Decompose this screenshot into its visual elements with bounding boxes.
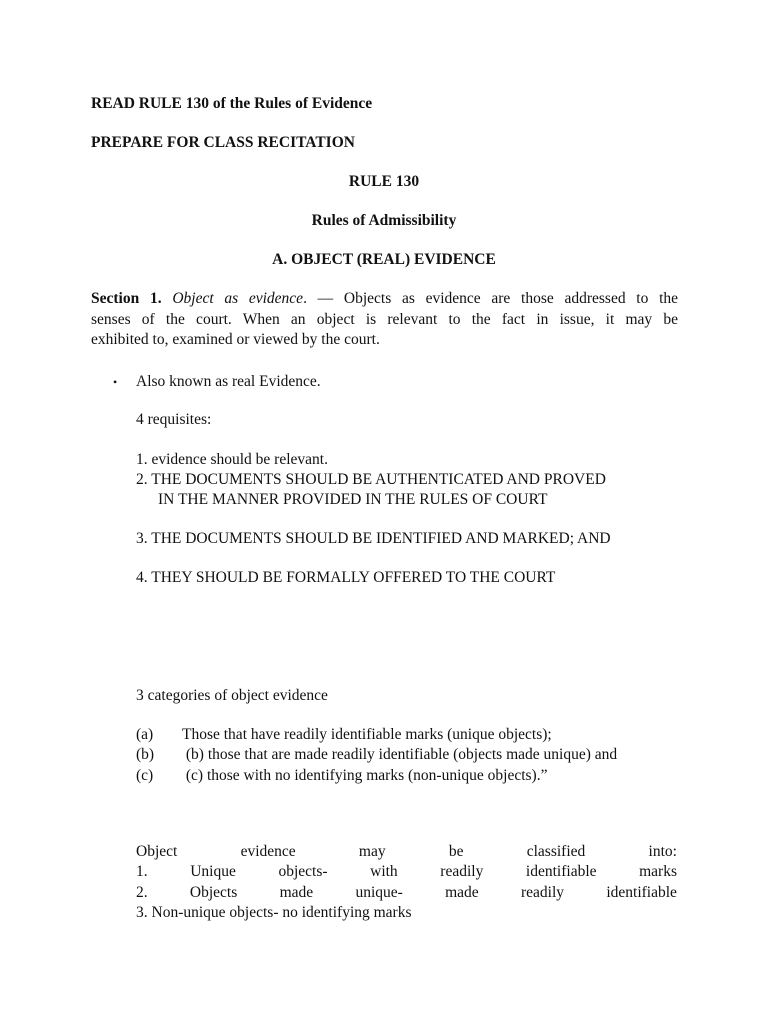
category-label-b: (b) <box>136 746 155 763</box>
rule-title: RULE 130 <box>348 173 420 190</box>
classified-word: objects- <box>278 863 328 880</box>
classified-word: evidence <box>240 843 296 860</box>
section-heading: A. OBJECT (REAL) EVIDENCE <box>272 251 496 268</box>
section1-paragraph <box>91 289 678 351</box>
category-text-c: (c) those with no identifying marks (non-unique objects).” <box>182 767 548 784</box>
section1-italic-title: Object as evidence <box>172 290 304 307</box>
bullet-glyph: • <box>113 375 118 389</box>
classified-word: unique- <box>355 884 403 901</box>
classified-word: with <box>370 863 398 880</box>
section1-label: Section 1. <box>91 290 162 307</box>
category-item-a <box>136 725 552 745</box>
instruction-prepare: PREPARE FOR CLASS RECITATION <box>91 134 355 151</box>
section1-line3: exhibited to, examined or viewed by the court. <box>91 331 380 348</box>
category-text-b: (b) those that are made readily identifiable (objects made unique) and <box>182 746 618 763</box>
classified-word: readily <box>440 863 484 880</box>
classified-word: identifiable <box>525 863 597 880</box>
rule-subtitle: Rules of Admissibility <box>311 212 457 229</box>
classified-word: readily <box>520 884 565 901</box>
classified-word: made <box>279 884 314 901</box>
instruction-read-rule: READ RULE 130 of the Rules of Evidence <box>91 95 373 112</box>
classified-line-1 <box>136 842 677 862</box>
classified-word: Objects <box>189 884 238 901</box>
classified-word: be <box>448 843 464 860</box>
requisite-item-2-cont: IN THE MANNER PROVIDED IN THE RULES OF COURT <box>158 491 548 508</box>
requisite-item-2: 2. THE DOCUMENTS SHOULD BE AUTHENTICATED AND PROVED <box>136 471 606 488</box>
category-item-b <box>136 745 617 765</box>
requisite-item-3: 3. THE DOCUMENTS SHOULD BE IDENTIFIED AND MARKED; AND <box>136 530 611 547</box>
classified-line-3 <box>136 883 677 903</box>
requisite-item-1: 1. evidence should be relevant. <box>136 451 328 468</box>
categories-heading: 3 categories of object evidence <box>136 687 328 704</box>
classified-word: identifiable <box>606 884 677 901</box>
classified-line-4: 3. Non-unique objects- no identifying marks <box>136 904 412 921</box>
category-item-c <box>136 766 547 786</box>
bullet-text: Also known as real Evidence. <box>136 373 321 390</box>
category-label-c: (c) <box>136 767 154 784</box>
requisite-item-4: 4. THEY SHOULD BE FORMALLY OFFERED TO THE COURT <box>136 569 556 586</box>
classified-word: marks <box>639 863 677 880</box>
section1-line2: senses of the court. When an object is relevant to the fact in issue, it may be <box>91 310 678 328</box>
category-text-a: Those that have readily identifiable marks (unique objects); <box>182 726 552 743</box>
classified-word: classified <box>526 843 586 860</box>
requisites-heading: 4 requisites: <box>136 411 212 428</box>
classified-word: Object <box>136 843 178 860</box>
classified-word: 2. <box>136 884 148 901</box>
classified-word: 1. <box>136 863 148 880</box>
classified-word: Unique <box>190 863 236 880</box>
section1-line1 <box>91 289 678 310</box>
classified-word: made <box>445 884 479 901</box>
category-label-a: (a) <box>136 726 154 743</box>
classified-line-2 <box>136 862 677 882</box>
classified-word: may <box>358 843 386 860</box>
classified-word: into: <box>648 843 677 860</box>
section1-text-1: . — Objects as evidence are those addressed to the <box>303 290 679 307</box>
